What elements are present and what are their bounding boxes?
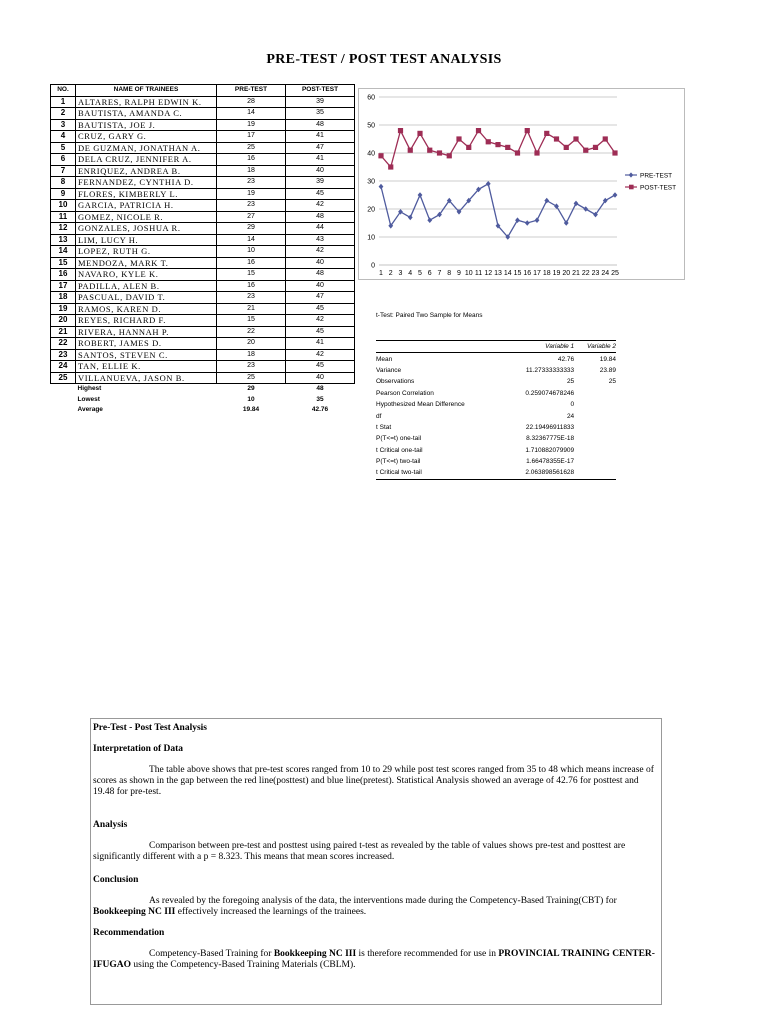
- table-row: [51, 96, 355, 108]
- pre-test-score: 15: [217, 315, 286, 327]
- table-row: [51, 188, 355, 200]
- summary-row: [51, 405, 355, 416]
- table-row: [51, 142, 355, 154]
- row-number: 4: [51, 131, 76, 143]
- trainees-table: [50, 84, 355, 416]
- analysis-text: [93, 841, 659, 863]
- summary-blank: [51, 395, 76, 406]
- x-tick-label: 10: [464, 270, 473, 277]
- table-row: [51, 177, 355, 189]
- row-number: 3: [51, 119, 76, 131]
- post-test-score: 47: [286, 142, 355, 154]
- post-test-score: 48: [286, 211, 355, 223]
- table-row: [51, 372, 355, 384]
- ttest-row: [376, 445, 616, 456]
- trainee-name: RIVERA, HANNAH P.: [76, 326, 217, 338]
- post-test-score: 41: [286, 154, 355, 166]
- conclusion-course: Bookkeeping NC III: [93, 907, 176, 917]
- y-tick-label: 50: [367, 122, 375, 130]
- post-test-score: 44: [286, 223, 355, 235]
- x-tick-label: 9: [457, 270, 461, 277]
- ttest-label: t Critical one-tail: [376, 446, 423, 454]
- post-test-point: [554, 136, 559, 141]
- pre-test-point: [379, 184, 384, 190]
- table-row: [51, 131, 355, 143]
- x-tick-label: 23: [591, 270, 600, 277]
- ttest-row: [376, 376, 616, 387]
- post-test-point: [612, 150, 617, 155]
- ttest-value-1: 1.66478355E-17: [526, 458, 575, 466]
- summary-pre: 10: [247, 395, 255, 403]
- row-number: 17: [51, 280, 76, 292]
- summary-post: 48: [316, 385, 324, 393]
- table-row: [51, 234, 355, 246]
- summary-post: 35: [316, 395, 324, 403]
- trainee-name: PADILLA, ALEN B.: [76, 280, 217, 292]
- table-row: [51, 108, 355, 120]
- ttest-label: Mean: [376, 355, 393, 363]
- ttest-value-2: [574, 410, 616, 421]
- row-number: 18: [51, 292, 76, 304]
- series-line-post-test: [381, 131, 615, 167]
- pre-test-score: 21: [217, 303, 286, 315]
- ttest-value-1: 11.27333333333: [525, 366, 575, 374]
- x-tick-label: 22: [581, 270, 590, 277]
- row-number: 6: [51, 154, 76, 166]
- post-test-point: [603, 136, 608, 141]
- post-test-point: [573, 136, 578, 141]
- row-number: 19: [51, 303, 76, 315]
- table-row: [51, 303, 355, 315]
- header-pre-test: PRE-TEST: [217, 85, 286, 97]
- pre-test-score: 27: [217, 211, 286, 223]
- ttest-row: [376, 388, 616, 399]
- x-tick-label: 13: [494, 270, 502, 277]
- recommendation-pre: Competency-Based Training for: [149, 949, 274, 959]
- row-number: 25: [51, 372, 76, 384]
- post-test-score: 39: [286, 96, 355, 108]
- summary-post: 42.76: [311, 406, 329, 414]
- post-test-score: 45: [286, 188, 355, 200]
- recommendation-heading: Recommendation: [93, 928, 165, 938]
- trainee-name: GARCIA, PATRICIA H.: [76, 200, 217, 212]
- table-row: [51, 223, 355, 235]
- trainee-name: FERNANDEZ, CYNTHIA D.: [76, 177, 217, 189]
- x-tick-label: 12: [484, 270, 493, 277]
- y-tick-label: 10: [367, 234, 375, 242]
- trainee-name: LOPEZ, RUTH G.: [76, 246, 217, 258]
- x-tick-label: 14: [503, 270, 512, 277]
- ttest-label: Pearson Correlation: [376, 389, 434, 397]
- pre-test-score: 22: [217, 326, 286, 338]
- recommendation-post: using the Competency-Based Training Materials (CBLM).: [131, 960, 356, 970]
- x-tick-label: 17: [533, 270, 541, 277]
- post-test-score: 39: [286, 177, 355, 189]
- post-test-point: [437, 150, 442, 155]
- ttest-label: Hypothesized Mean Difference: [376, 401, 465, 409]
- legend-marker: [629, 172, 634, 177]
- post-test-point: [408, 148, 413, 153]
- x-tick-label: 11: [474, 270, 483, 277]
- trainee-name: ENRIQUEZ, ANDREA B.: [76, 165, 217, 177]
- summary-label: Highest: [77, 385, 102, 393]
- pre-test-point: [427, 217, 432, 223]
- trainee-name: GONZALES, JOSHUA R.: [76, 223, 217, 235]
- table-row: [51, 119, 355, 131]
- ttest-caption: t-Test: Paired Two Sample for Means: [376, 312, 483, 319]
- post-test-point: [466, 145, 471, 150]
- pre-test-score: 23: [217, 292, 286, 304]
- ttest-value-2: [574, 433, 616, 444]
- legend-label: PRE-TEST: [640, 172, 673, 180]
- ttest-value-1: 2.063898561628: [504, 467, 574, 479]
- pre-test-score: 23: [217, 200, 286, 212]
- trainee-name: PASCUAL, DAVID T.: [76, 292, 217, 304]
- analysis-heading: Analysis: [93, 820, 128, 830]
- ttest-value-1: 22.19496911833: [525, 423, 575, 431]
- conclusion-heading: Conclusion: [93, 875, 139, 885]
- table-row: [51, 315, 355, 327]
- summary-label: Average: [77, 406, 103, 414]
- trainee-name: LIM, LUCY H.: [76, 234, 217, 246]
- row-number: 14: [51, 246, 76, 258]
- table-row: [51, 165, 355, 177]
- report-heading: Pre-Test - Post Test Analysis: [93, 723, 208, 733]
- ttest-row: [376, 433, 616, 444]
- pre-test-score: 16: [217, 154, 286, 166]
- post-test-point: [456, 136, 461, 141]
- ttest-table: [376, 340, 616, 480]
- recommendation-course: Bookkeeping NC III: [273, 949, 357, 959]
- table-row: [51, 292, 355, 304]
- header-name: NAME OF TRAINEES: [76, 85, 217, 97]
- x-tick-label: 3: [398, 270, 403, 277]
- row-number: 13: [51, 234, 76, 246]
- summary-row: [51, 395, 355, 406]
- pre-test-score: 15: [217, 269, 286, 281]
- legend-label: POST-TEST: [640, 184, 677, 192]
- recommendation-text: [93, 949, 659, 971]
- post-test-score: 40: [286, 372, 355, 384]
- pre-test-score: 17: [217, 131, 286, 143]
- y-tick-label: 60: [367, 94, 375, 102]
- post-test-point: [515, 150, 520, 155]
- pre-test-score: 18: [217, 349, 286, 361]
- conclusion-text: [93, 896, 659, 918]
- post-test-point: [564, 145, 569, 150]
- row-number: 5: [51, 142, 76, 154]
- row-number: 8: [51, 177, 76, 189]
- x-tick-label: 6: [427, 270, 432, 277]
- y-tick-label: 30: [367, 178, 375, 186]
- trainee-name: DELA CRUZ, JENNIFER A.: [76, 154, 217, 166]
- x-tick-label: 5: [418, 270, 422, 277]
- x-tick-label: 18: [542, 270, 551, 277]
- header-post-test: POST-TEST: [286, 85, 355, 97]
- post-test-point: [544, 131, 549, 136]
- pre-test-score: 25: [217, 142, 286, 154]
- ttest-value-1: 8.32367775E-18: [526, 435, 575, 443]
- trainee-name: CRUZ, GARY G.: [76, 131, 217, 143]
- ttest-header-blank: [376, 341, 504, 353]
- ttest-row: [376, 456, 616, 467]
- interpretation-body: The table above shows that pre-test scores ranged from 10 to 29 while post test scores ranged from 35 to 48 which means increase of scores as shown in the gap between the red line(posttest) and blue line(pretest). Statistical Analysis showed an average of 42.76 for posttest and 19.48 for pre-test.: [93, 765, 654, 797]
- post-test-score: 41: [286, 131, 355, 143]
- ttest-value-2: [574, 456, 616, 467]
- trainee-name: NAVARO, KYLE K.: [76, 269, 217, 281]
- ttest-value-1: 0: [570, 401, 575, 409]
- table-row: [51, 257, 355, 269]
- x-tick-label: 24: [601, 270, 610, 277]
- post-test-score: 35: [286, 108, 355, 120]
- post-test-point: [388, 164, 393, 169]
- post-test-point: [534, 150, 539, 155]
- pre-test-score: 29: [217, 223, 286, 235]
- post-test-score: 48: [286, 119, 355, 131]
- row-number: 11: [51, 211, 76, 223]
- row-number: 9: [51, 188, 76, 200]
- post-test-point: [583, 148, 588, 153]
- summary-label: Lowest: [77, 395, 100, 403]
- pre-test-score: 16: [217, 280, 286, 292]
- row-number: 2: [51, 108, 76, 120]
- pre-test-score: 25: [217, 372, 286, 384]
- post-test-point: [398, 128, 403, 133]
- table-row: [51, 361, 355, 373]
- x-tick-label: 4: [408, 270, 413, 277]
- row-number: 10: [51, 200, 76, 212]
- ttest-value-2: 23.89: [599, 366, 616, 374]
- pre-test-point: [583, 206, 588, 212]
- x-tick-label: 15: [513, 270, 522, 277]
- trainee-name: ALTARES, RALPH EDWIN K.: [76, 96, 217, 108]
- summary-pre: 19.84: [242, 406, 260, 414]
- pre-test-score: 23: [217, 361, 286, 373]
- row-number: 21: [51, 326, 76, 338]
- pre-test-score: 20: [217, 338, 286, 350]
- table-row: [51, 269, 355, 281]
- pre-test-point: [408, 215, 413, 221]
- pre-test-score: 14: [217, 234, 286, 246]
- ttest-col1: Variable 1: [504, 341, 574, 353]
- post-test-score: 40: [286, 257, 355, 269]
- x-tick-label: 16: [523, 270, 532, 277]
- post-test-score: 42: [286, 349, 355, 361]
- trainee-name: BAUTISTA, AMANDA C.: [76, 108, 217, 120]
- post-test-score: 45: [286, 303, 355, 315]
- ttest-value-2: 19.84: [599, 355, 616, 363]
- post-test-point: [495, 142, 500, 147]
- trainee-name: BAUTISTA, JOE J.: [76, 119, 217, 131]
- trainee-name: REYES, RICHARD F.: [76, 315, 217, 327]
- ttest-label: P(T<=t) two-tail: [376, 458, 421, 466]
- ttest-row: [376, 410, 616, 421]
- summary-row: [51, 384, 355, 395]
- ttest-value-1: 24: [566, 412, 575, 420]
- x-tick-label: 7: [437, 270, 442, 277]
- ttest-value-1: 25: [566, 378, 575, 386]
- table-row: [51, 338, 355, 350]
- ttest-value-2: [574, 388, 616, 399]
- ttest-col2: Variable 2: [574, 341, 616, 353]
- ttest-value-2: [574, 467, 616, 479]
- row-number: 12: [51, 223, 76, 235]
- trainee-name: SANTOS, STEVEN C.: [76, 349, 217, 361]
- ttest-header-row: [376, 341, 616, 353]
- analysis-report: [90, 718, 662, 1005]
- conclusion-post: effectively increased the learnings of the trainees.: [175, 907, 367, 917]
- pre-test-score: 16: [217, 257, 286, 269]
- table-header-row: [51, 85, 355, 97]
- ttest-row: [376, 365, 616, 376]
- row-number: 1: [51, 96, 76, 108]
- ttest-value-2: [574, 445, 616, 456]
- post-test-point: [378, 153, 383, 158]
- score-line-chart: [358, 88, 685, 280]
- pre-test-score: 23: [217, 177, 286, 189]
- ttest-label: Observations: [376, 378, 415, 386]
- post-test-score: 40: [286, 280, 355, 292]
- post-test-point: [505, 145, 510, 150]
- series-line-pre-test: [381, 184, 615, 237]
- pre-test-score: 19: [217, 119, 286, 131]
- pre-test-point: [613, 192, 618, 198]
- post-test-point: [447, 153, 452, 158]
- legend-marker: [629, 185, 634, 190]
- ttest-label: t Stat: [376, 423, 392, 431]
- trainee-name: TAN, ELLIE K.: [76, 361, 217, 373]
- table-row: [51, 349, 355, 361]
- post-test-score: 48: [286, 269, 355, 281]
- post-test-score: 40: [286, 165, 355, 177]
- pre-test-point: [486, 181, 491, 187]
- x-tick-label: 19: [552, 270, 561, 277]
- y-tick-label: 40: [367, 150, 375, 158]
- header-no: NO.: [51, 85, 76, 97]
- ttest-value-1: 0.259074678246: [525, 389, 575, 397]
- ttest-value-2: [574, 399, 616, 410]
- post-test-score: 47: [286, 292, 355, 304]
- recommendation-mid: is therefore recommended for use in: [356, 949, 499, 959]
- pre-test-score: 28: [217, 96, 286, 108]
- row-number: 15: [51, 257, 76, 269]
- trainee-name: RAMOS, KAREN D.: [76, 303, 217, 315]
- x-tick-label: 1: [379, 270, 383, 277]
- row-number: 22: [51, 338, 76, 350]
- ttest-value-1: 1.710882079909: [525, 446, 575, 454]
- pre-test-score: 14: [217, 108, 286, 120]
- pre-test-point: [525, 220, 530, 226]
- table-row: [51, 154, 355, 166]
- ttest-value-2: 25: [608, 378, 616, 386]
- post-test-point: [417, 131, 422, 136]
- y-tick-label: 0: [371, 262, 375, 270]
- ttest-row: [376, 353, 616, 365]
- x-tick-label: 2: [388, 270, 393, 277]
- table-row: [51, 246, 355, 258]
- pre-test-score: 18: [217, 165, 286, 177]
- trainee-name: VILLANUEVA, JASON B.: [76, 372, 217, 384]
- interpretation-text: [93, 765, 659, 798]
- post-test-point: [593, 145, 598, 150]
- post-test-point: [486, 139, 491, 144]
- ttest-row: [376, 399, 616, 410]
- trainee-name: MENDOZA, MARK T.: [76, 257, 217, 269]
- x-tick-label: 25: [611, 270, 619, 277]
- table-row: [51, 211, 355, 223]
- x-tick-label: 21: [572, 270, 580, 277]
- post-test-score: 41: [286, 338, 355, 350]
- post-test-score: 45: [286, 326, 355, 338]
- interpretation-heading: Interpretation of Data: [93, 744, 184, 754]
- row-number: 7: [51, 165, 76, 177]
- summary-pre: 29: [247, 385, 255, 393]
- ttest-label: P(T<=t) one-tail: [376, 435, 422, 443]
- summary-blank: [51, 384, 76, 395]
- row-number: 16: [51, 269, 76, 281]
- post-test-score: 42: [286, 200, 355, 212]
- row-number: 20: [51, 315, 76, 327]
- post-test-point: [525, 128, 530, 133]
- ttest-row: [376, 467, 616, 479]
- pre-test-score: 10: [217, 246, 286, 258]
- row-number: 24: [51, 361, 76, 373]
- trainee-name: ROBERT, JAMES D.: [76, 338, 217, 350]
- recommendation-center: PROVINCIAL TRAINING CENTER-IFUGAO: [93, 949, 655, 970]
- x-tick-label: 8: [447, 270, 452, 277]
- post-test-score: 43: [286, 234, 355, 246]
- post-test-point: [476, 128, 481, 133]
- ttest-value-1: 42.76: [557, 355, 575, 363]
- conclusion-pre: As revealed by the foregoing analysis of the data, the interventions made during the Competency-Based Training(CBT) for: [149, 896, 617, 906]
- trainee-name: DE GUZMAN, JONATHAN A.: [76, 142, 217, 154]
- ttest-row: [376, 422, 616, 433]
- post-test-score: 42: [286, 315, 355, 327]
- ttest-label: Variance: [376, 366, 402, 374]
- page-title: PRE-TEST / POST TEST ANALYSIS: [266, 52, 502, 67]
- pre-test-score: 19: [217, 188, 286, 200]
- y-tick-label: 20: [367, 206, 375, 214]
- ttest-table-block: [376, 312, 616, 480]
- analysis-body: Comparison between pre-test and posttest using paired t-test as revealed by the table of values shows pre-test and posttest are significantly different with a p = 8.323. This means that mean scores increased.: [93, 841, 626, 862]
- ttest-label: df: [376, 412, 382, 420]
- summary-blank: [51, 405, 76, 416]
- ttest-label: t Critical two-tail: [376, 467, 504, 479]
- ttest-value-2: [574, 422, 616, 433]
- post-test-point: [427, 148, 432, 153]
- post-test-score: 45: [286, 361, 355, 373]
- post-test-score: 42: [286, 246, 355, 258]
- table-row: [51, 326, 355, 338]
- pre-test-point: [418, 192, 423, 198]
- table-row: [51, 200, 355, 212]
- trainee-name: FLORES, KIMBERLY L.: [76, 188, 217, 200]
- row-number: 23: [51, 349, 76, 361]
- chart-svg: [359, 89, 684, 279]
- trainee-name: GOMEZ, NICOLE R.: [76, 211, 217, 223]
- table-row: [51, 280, 355, 292]
- x-tick-label: 20: [562, 270, 571, 277]
